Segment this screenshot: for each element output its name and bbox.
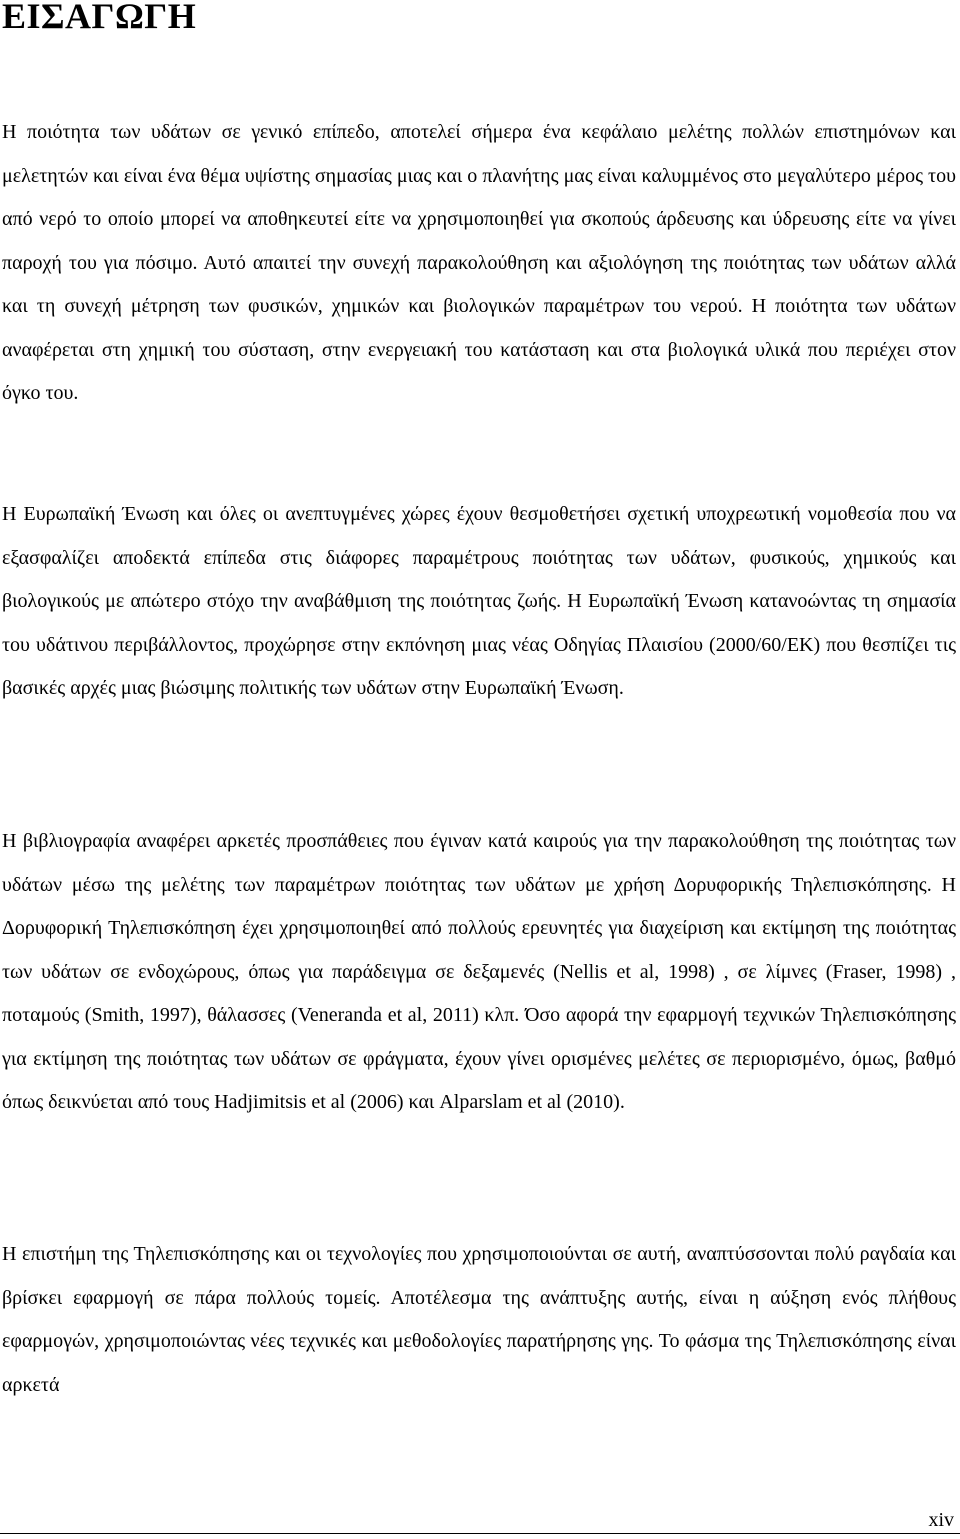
paragraph-3: Η βιβλιογραφία αναφέρει αρκετές προσπάθειες που έγιναν κατά καιρούς για την παρακολούθηση της ποιότητας των υδάτων μέσω της μελέτης των παραμέτρων ποιότητας των υδάτων με χρήση Δορυφορικής Τηλεπισκόπησης. Η Δορυφορική Τηλεπισκόπηση έχει χρησιμοποιηθεί από πολλούς ερευνητές για διαχείριση και εκτίμηση της ποιότητας των υδάτων σε ενδοχώρους, όπως για παράδειγμα σε δεξαμενές (Nellis et al, 1998) , σε λίμνες (Fraser, 1998) , ποταμούς (Smith, 1997), θάλασσες (Veneranda et al, 2011) κλπ. Όσο αφορά την εφαρμογή τεχνικών Τηλεπισκόπησης για εκτίμηση της ποιότητας των υδάτων σε φράγματα, έχουν γίνει ορισμένες μελέτες σε περιορισμένο, όμως, βαθμό όπως δεικνύεται από τους Hadjimitsis et al (2006) και Alparslam et al (2010). [2, 830, 956, 1113]
page-number: xiv [928, 1509, 954, 1531]
footer-rule [0, 1533, 960, 1534]
paragraph-4: Η επιστήμη της Τηλεπισκόπησης και οι τεχνολογίες που χρησιμοποιούνται σε αυτή, αναπτύσσονται πολύ ραγδαία και βρίσκει εφαρμογή σε πάρα πολλούς τομείς. Αποτέλεσμα της ανάπτυξης αυτής, είναι η αύξηση ενός πλήθους εφαρμογών, χρησιμοποιώντας νέες τεχνικές και μεθοδολογίες παρατήρησης γης. Το φάσμα της Τηλεπισκόπησης είναι αρκετά [2, 1243, 956, 1396]
paragraph-2: Η Ευρωπαϊκή Ένωση και όλες οι ανεπτυγμένες χώρες έχουν θεσμοθετήσει σχετική υποχρεωτική νομοθεσία που να εξασφαλίζει αποδεκτά επίπεδα στις διάφορες παραμέτρους ποιότητας των υδάτων, φυσικούς, χημικούς και βιολογικούς με απώτερο στόχο την αναβάθμιση της ποιότητας ζωής. Η Ευρωπαϊκή Ένωση κατανοώντας τη σημασία του υδάτινου περιβάλλοντος, προχώρησε στην εκπόνηση μιας νέας Οδηγίας Πλαισίου (2000/60/ΕΚ) που θεσπίζει τις βασικές αρχές μιας βιώσιμης πολιτικής των υδάτων στην Ευρωπαϊκή Ένωση. [2, 503, 956, 699]
paragraph-1: Η ποιότητα των υδάτων σε γενικό επίπεδο, αποτελεί σήμερα ένα κεφάλαιο μελέτης πολλών επιστημόνων και μελετητών και είναι ένα θέμα υψίστης σημασίας μιας και ο πλανήτης μας είναι καλυμμένος στο μεγαλύτερο μέρος του από νερό το οποίο μπορεί να αποθηκευτεί είτε να χρησιμοποιηθεί για σκοπούς άρδευσης και ύδρευσης είτε να γίνει παροχή του για πόσιμο. Αυτό απαιτεί την συνεχή παρακολούθηση και αξιολόγηση της ποιότητας των υδάτων αλλά και τη συνεχή μέτρηση των φυσικών, χημικών και βιολογικών παραμέτρων του νερού. Η ποιότητα των υδάτων αναφέρεται στη χημική του σύσταση, στην ενεργειακή του κατάσταση και στα βιολογικά υλικά που περιέχει στον όγκο του. [2, 121, 956, 404]
section-heading: ΕΙΣΑΓΩΓΗ [2, 0, 197, 36]
